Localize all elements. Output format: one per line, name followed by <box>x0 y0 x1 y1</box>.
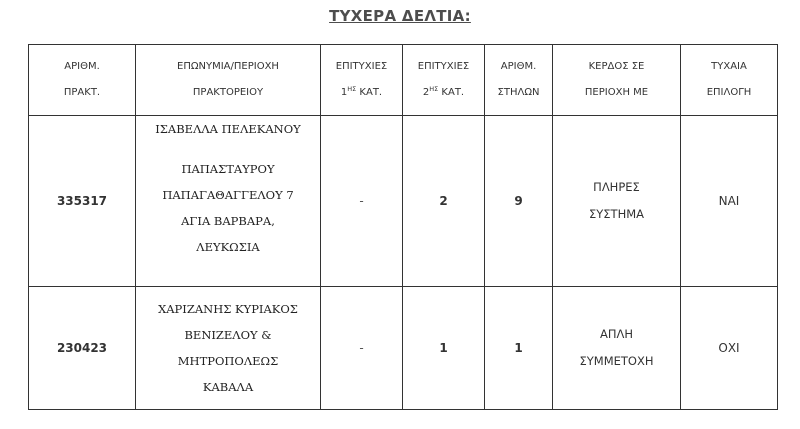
random-pick-cell: ΝΑΙ <box>681 116 778 287</box>
header-line: ΑΡΙΘΜ. <box>64 61 100 72</box>
prize-line: ΣΥΣΤΗΜΑ <box>588 207 645 221</box>
wins-category-1-cell: - <box>321 116 403 287</box>
prize-line: ΣΥΜΜΕΤΟΧΗ <box>579 354 654 368</box>
header-line: ΠΡΑΚΤ. <box>63 87 101 98</box>
header-line: ΕΠΙΛΟΓΗ <box>706 87 752 98</box>
agency-line: ΚΑΒΑΛΑ <box>202 380 254 394</box>
header-agency-name <box>136 45 321 116</box>
header-line: ΠΕΡΙΟΧΗ ΜΕ <box>584 87 649 98</box>
prize-area-cell <box>553 116 681 287</box>
agency-name-cell <box>136 287 321 410</box>
header-superscript: ΗΣ <box>347 85 357 93</box>
header-line: ΤΥΧΑΙΑ <box>711 61 747 72</box>
agency-line: ΠΑΠΑΣΤΑΥΡΟΥ <box>181 162 275 176</box>
header-random-pick <box>681 45 778 116</box>
header-line: ΕΠΙΤΥΧΙΕΣ <box>335 61 388 72</box>
random-pick-cell: ΟΧΙ <box>681 287 778 410</box>
header-superscript: ΗΣ <box>429 85 439 93</box>
table-row <box>29 287 778 410</box>
columns-count-cell: 9 <box>485 116 553 287</box>
table-header-row <box>29 45 778 116</box>
header-wins-category-2 <box>403 45 485 116</box>
agency-line: ΧΑΡΙΖΑΝΗΣ ΚΥΡΙΑΚΟΣ <box>158 302 298 316</box>
agency-number-cell: 335317 <box>29 116 136 287</box>
agency-line: ΒΕΝΙΖΕΛΟΥ & <box>184 328 272 342</box>
wins-category-1-cell: - <box>321 287 403 410</box>
agency-number-cell: 230423 <box>29 287 136 410</box>
page-title: ΤΥΧΕΡΑ ΔΕΛΤΙΑ: <box>329 7 471 25</box>
prize-line: ΑΠΛΗ <box>599 327 634 341</box>
wins-category-2-cell: 1 <box>403 287 485 410</box>
header-prize-area <box>553 45 681 116</box>
prize-line: ΠΛΗΡΕΣ <box>593 180 640 194</box>
agency-line: ΛΕΥΚΩΣΙΑ <box>196 240 260 254</box>
columns-count-cell: 1 <box>485 287 553 410</box>
header-line: ΠΡΑΚΤΟΡΕΙΟΥ <box>192 87 264 98</box>
agency-line: ΜΗΤΡΟΠΟΛΕΩΣ <box>177 354 279 368</box>
header-line: ΕΠΩΝΥΜΙΑ/ΠΕΡΙΟΧΗ <box>177 61 279 72</box>
header-suffix: ΚΑΤ. <box>356 87 383 98</box>
header-columns-count <box>485 45 553 116</box>
header-number: 2 <box>422 87 430 98</box>
prize-area-cell <box>553 287 681 410</box>
agency-line: ΙΣΑΒΕΛΛΑ ΠΕΛΕΚΑΝΟΥ <box>155 122 301 136</box>
lucky-tickets-table <box>28 44 778 410</box>
header-agency-number <box>29 45 136 116</box>
header-line: ΕΠΙΤΥΧΙΕΣ <box>417 61 470 72</box>
header-number: 1 <box>340 87 348 98</box>
agency-name-cell <box>136 116 321 287</box>
header-line: ΑΡΙΘΜ. <box>500 61 537 72</box>
header-wins-category-1 <box>321 45 403 116</box>
table-row <box>29 116 778 287</box>
header-line: ΣΤΗΛΩΝ <box>497 87 540 98</box>
agency-line: ΑΓΙΑ ΒΑΡΒΑΡΑ, <box>181 214 275 228</box>
header-line: ΚΕΡΔΟΣ ΣΕ <box>588 61 645 72</box>
wins-category-2-cell: 2 <box>403 116 485 287</box>
agency-gap <box>138 142 318 156</box>
header-suffix: ΚΑΤ. <box>438 87 465 98</box>
agency-line: ΠΑΠΑΓΑΘΑΓΓΕΛΟΥ 7 <box>162 188 294 202</box>
